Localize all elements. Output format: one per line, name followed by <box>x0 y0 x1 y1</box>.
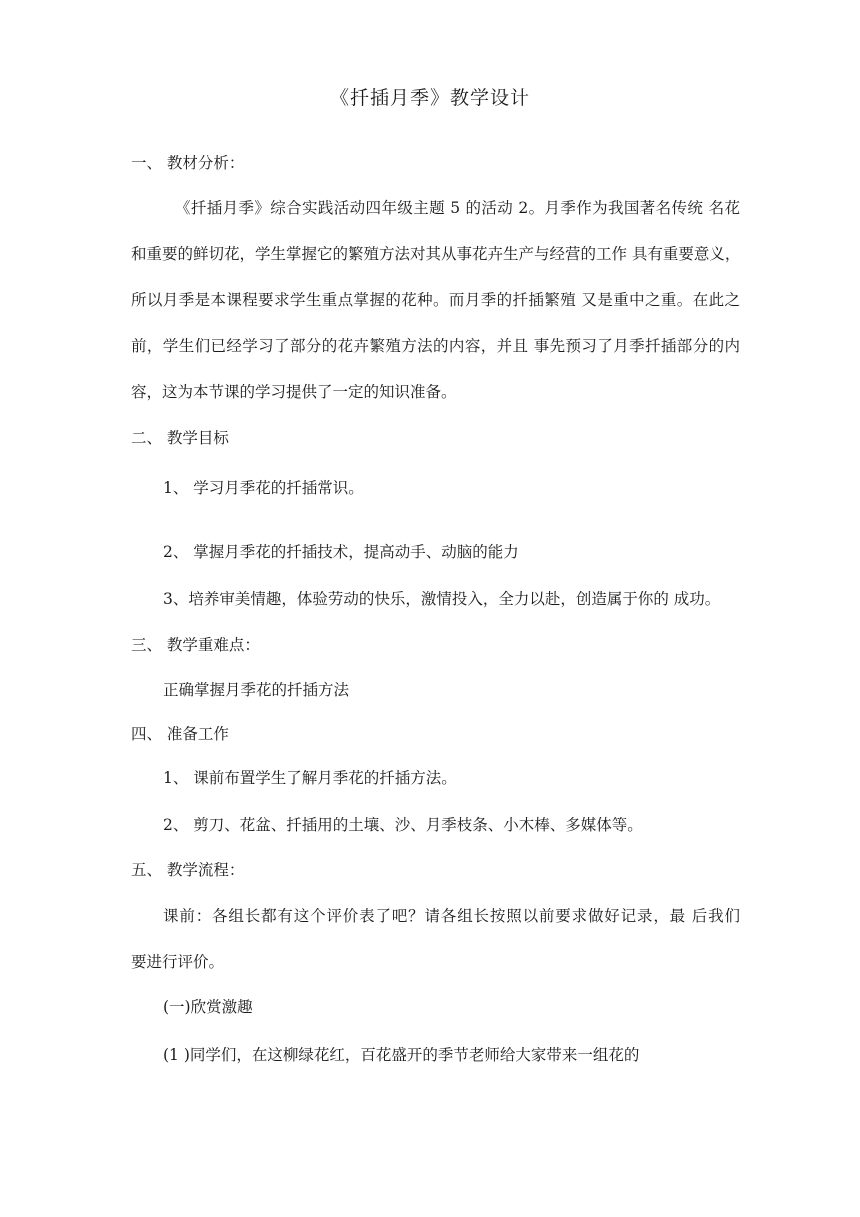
list-item: 3、培养审美情趣，体验劳动的快乐，激情投入，全力以赴，创造属于你的 成功。 <box>163 590 721 608</box>
section-heading-process: 五、 教学流程： <box>131 861 245 879</box>
document-title: 《扦插月季》教学设计 <box>329 87 530 109</box>
paragraph-line: 前，学生们已经学习了部分的花卉繁殖方法的内容，并且 事先预习了月季扦插部分的内 <box>131 337 740 355</box>
paragraph-line: 和重要的鲜切花，学生掌握它的繁殖方法对其从事花卉生产与经营的工作 具有重要意义， <box>131 245 741 263</box>
paragraph-line: 容，这为本节课的学习提供了一定的知识准备。 <box>131 383 457 401</box>
list-item: 1、 学习月季花的扦插常识。 <box>163 479 364 497</box>
paragraph-line: 《扦插月季》综合实践活动四年级主题 5 的活动 2。月季作为我国著名传统 名花 <box>175 199 740 217</box>
paragraph-line: 课前：各组长都有这个评价表了吧？请各组长按照以前要求做好记录，最 后我们 <box>163 907 740 925</box>
paragraph-line: 所以月季是本课程要求学生重点掌握的花种。而月季的扦插繁殖 又是重中之重。在此之 <box>131 291 740 309</box>
section-heading-preparation: 四、 准备工作 <box>131 725 229 743</box>
list-item: 2、 掌握月季花的扦插技术，提高动手、动脑的能力 <box>163 543 519 561</box>
paragraph-line: (1 )同学们，在这柳绿花红，百花盛开的季节老师给大家带来一组花的 <box>163 1046 640 1064</box>
paragraph-line: 正确掌握月季花的扦插方法 <box>163 681 350 699</box>
sub-heading: (一)欣赏激趣 <box>163 998 253 1016</box>
list-item: 1、 课前布置学生了解月季花的扦插方法。 <box>163 769 457 787</box>
section-heading-key-points: 三、 教学重难点： <box>131 636 260 654</box>
paragraph-line: 要进行评价。 <box>131 953 225 971</box>
section-heading-objectives: 二、 教学目标 <box>131 429 229 447</box>
list-item: 2、 剪刀、花盆、扦插用的土壤、沙、月季枝条、小木棒、多媒体等。 <box>163 816 643 834</box>
section-heading-analysis: 一、 教材分析： <box>131 154 245 172</box>
